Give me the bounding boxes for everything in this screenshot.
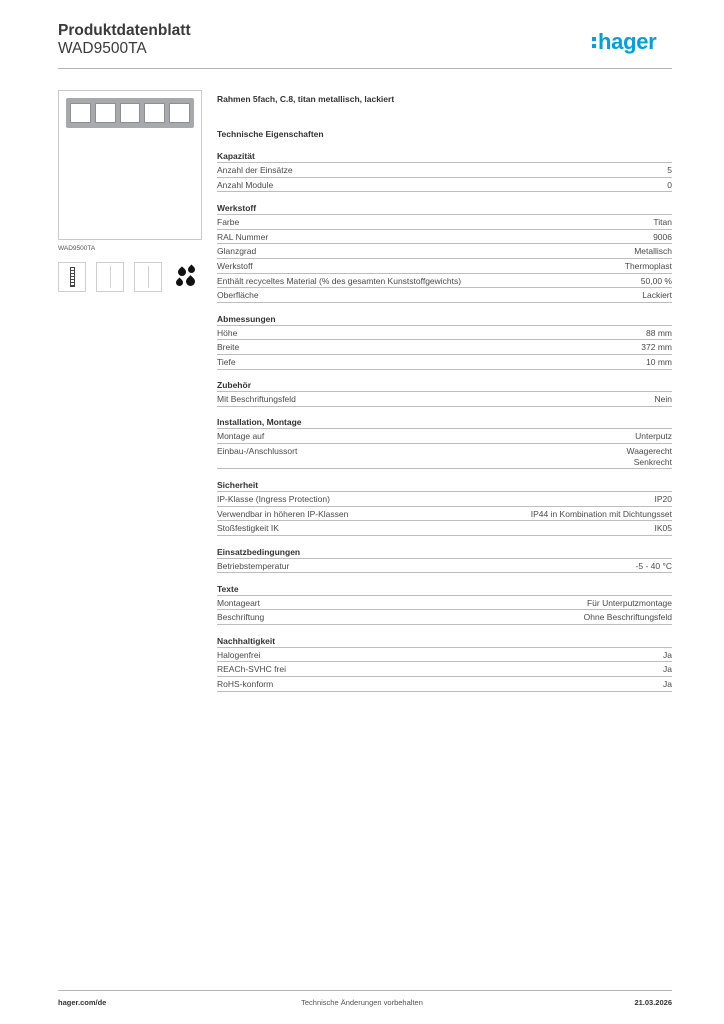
section-title: Einsatzbedingungen [217, 546, 672, 559]
property-value: Metallisch [634, 246, 672, 257]
blank-thumbnail[interactable] [96, 262, 124, 292]
water-drop-icon [176, 266, 187, 277]
property-value: Thermoplast [624, 260, 672, 271]
frame-slot [95, 103, 116, 123]
logo-dots-icon [592, 37, 596, 48]
section-title: Texte [217, 583, 672, 596]
drops-icon-thumbnail[interactable] [172, 262, 200, 292]
frame-slot [144, 103, 165, 123]
section-title: Werkstoff [217, 202, 672, 215]
property-section [217, 202, 672, 303]
property-value: Titan [653, 216, 672, 227]
property-value-line: Senkrecht [633, 456, 672, 467]
property-row [217, 429, 672, 444]
property-value: Unterputz [635, 431, 672, 442]
property-row [217, 163, 672, 178]
property-section [217, 583, 672, 625]
section-title: Installation, Montage [217, 416, 672, 429]
property-label: Montage auf [217, 431, 265, 442]
footer-notice: Technische Änderungen vorbehalten [301, 998, 423, 1007]
property-label: Montageart [217, 597, 260, 608]
property-value: 0 [667, 179, 672, 190]
property-value: -5 - 40 °C [635, 560, 672, 571]
property-section [217, 546, 672, 574]
water-drop-icon [175, 278, 185, 288]
section-title: Zubehör [217, 379, 672, 392]
property-label: IP-Klasse (Ingress Protection) [217, 493, 330, 504]
property-label: Oberfläche [217, 290, 259, 301]
property-label: REACh-SVHC frei [217, 664, 286, 675]
property-section [217, 379, 672, 407]
property-label: Farbe [217, 216, 240, 227]
property-label: Höhe [217, 327, 238, 338]
product-description: Rahmen 5fach, C.8, titan metallisch, lackiert [217, 94, 395, 104]
property-value: Ja [663, 649, 672, 660]
blank-thumbnail[interactable] [134, 262, 162, 292]
property-row [217, 648, 672, 663]
logo-text: hager [598, 29, 657, 54]
property-row [217, 677, 672, 692]
property-value: Ja [663, 664, 672, 675]
property-section [217, 635, 672, 692]
property-label: Verwendbar in höheren IP-Klassen [217, 508, 349, 519]
property-row [217, 215, 672, 230]
property-row [217, 596, 672, 611]
property-label: Werkstoff [217, 260, 253, 271]
product-image [58, 90, 202, 240]
footer-divider [58, 990, 672, 991]
property-row [217, 392, 672, 407]
ladder-icon-thumbnail[interactable] [58, 262, 86, 292]
ladder-icon [70, 267, 75, 287]
property-label: Einbau-/Anschlussort [217, 445, 298, 456]
frame-slot [169, 103, 190, 123]
document-title: Produktdatenblatt [58, 22, 191, 39]
frame-slot [120, 103, 141, 123]
property-row [217, 230, 672, 245]
thumbnail-strip [58, 262, 200, 292]
property-label: RoHS-konform [217, 678, 274, 689]
property-row [217, 244, 672, 259]
frame-slot [70, 103, 91, 123]
property-label: Beschriftung [217, 612, 265, 623]
property-label: Betriebstemperatur [217, 560, 290, 571]
product-reference: WAD9500TA [58, 245, 96, 252]
property-value: 372 mm [641, 342, 672, 353]
property-section [217, 150, 672, 192]
properties-sections [217, 150, 672, 692]
property-value: IP44 in Kombination mit Dichtungsset [530, 508, 672, 519]
footer-date: 21.03.2026 [634, 998, 672, 1007]
property-value: 9006 [653, 231, 672, 242]
section-title: Kapazität [217, 150, 672, 163]
property-row [217, 340, 672, 355]
property-row [217, 259, 672, 274]
property-row [217, 288, 672, 303]
property-value: Nein [654, 394, 672, 405]
property-label: Breite [217, 342, 240, 353]
water-drop-icon [184, 275, 197, 288]
property-label: Tiefe [217, 356, 236, 367]
frame-5fach-illustration [66, 98, 194, 128]
property-value-line: Waagerecht [626, 445, 672, 456]
header-divider [58, 68, 672, 69]
property-row [217, 355, 672, 370]
property-section [217, 416, 672, 469]
property-row [217, 507, 672, 522]
property-label: Enthält recyceltes Material (% des gesamten Kunststoffgewichts) [217, 275, 462, 286]
product-details [217, 94, 672, 692]
technical-properties-heading: Technische Eigenschaften [217, 129, 324, 139]
property-label: Anzahl der Einsätze [217, 165, 293, 175]
divider-line-icon [110, 266, 111, 288]
property-label: Anzahl Module [217, 179, 274, 190]
section-title: Sicherheit [217, 479, 672, 492]
property-value: 88 mm [646, 327, 672, 338]
property-section [217, 479, 672, 536]
property-value: 50,00 % [640, 275, 672, 286]
property-value: Ohne Beschriftungsfeld [583, 612, 672, 623]
hager-logo [592, 28, 656, 56]
property-row [217, 559, 672, 574]
property-value: 10 mm [646, 356, 672, 367]
property-row [217, 610, 672, 625]
property-row [217, 326, 672, 341]
property-value: Ja [663, 678, 672, 689]
property-label: RAL Nummer [217, 231, 269, 242]
property-label: Stoßfestigkeit IK [217, 523, 279, 534]
property-row [217, 444, 672, 470]
property-section [217, 313, 672, 370]
document-subtitle: WAD9500TA [58, 40, 147, 57]
property-value: Lackiert [642, 290, 672, 301]
property-row [217, 274, 672, 289]
section-title: Nachhaltigkeit [217, 635, 672, 648]
section-title: Abmessungen [217, 313, 672, 326]
property-value: Für Unterputzmontage [586, 597, 672, 608]
property-label: Halogenfrei [217, 649, 261, 660]
property-row [217, 662, 672, 677]
property-row [217, 521, 672, 536]
property-value [626, 446, 672, 468]
property-value: IK05 [654, 523, 672, 534]
property-label: Glanzgrad [217, 246, 257, 257]
property-row [217, 178, 672, 193]
water-drop-icon [187, 265, 197, 275]
property-label: Mit Beschriftungsfeld [217, 394, 296, 405]
divider-line-icon [148, 266, 149, 288]
property-row [217, 492, 672, 507]
property-value: IP20 [654, 493, 672, 504]
property-value: 5 [667, 165, 672, 175]
footer-website[interactable]: hager.com/de [58, 998, 107, 1007]
